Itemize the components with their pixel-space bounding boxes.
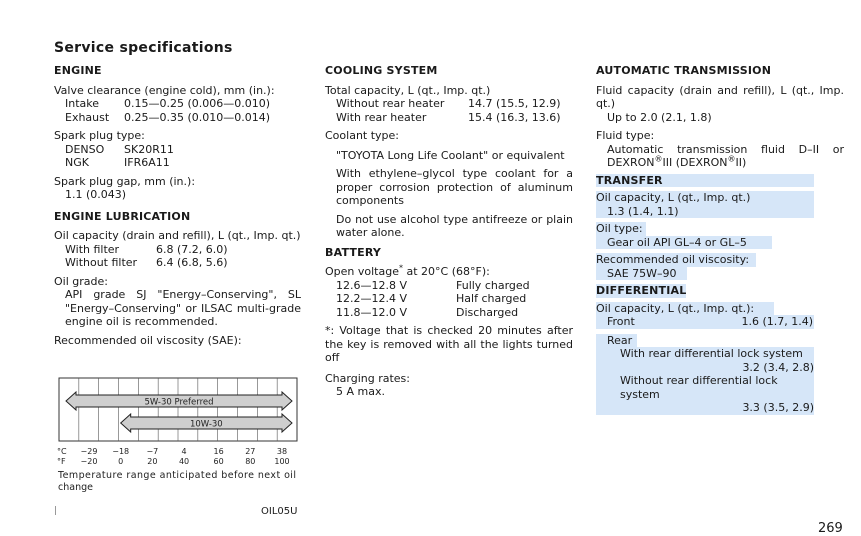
with-filter-row [54,243,301,257]
without-heater-label: Without rear heater [336,97,445,110]
celsius-tick-label: 4 [181,447,187,456]
viscosity-range-label: 5W-30 Preferred [144,397,214,408]
fahrenheit-axis-label: °F [57,457,66,466]
voltage-state-2: Half charged [456,292,527,305]
ngk-label: NGK [65,156,89,169]
with-filter-label: With filter [65,242,120,256]
chart-caption-line-1: Temperature range anticipated before next oil [58,470,296,481]
recommended-viscosity-label: Recommended oil viscosity (SAE): [54,333,242,347]
with-heater-row [325,111,573,125]
at-fluid-type-value [596,143,844,170]
at-fluid-capacity-label: Fluid capacity (drain and refill), L (qt., Imp. qt.) [596,83,844,110]
voltage-value-2: 12.2—12.4 V [336,292,408,305]
voltage-row-1 [325,279,573,293]
valve-clearance-label: Valve clearance (engine cold), mm (in.): [54,83,275,97]
front-row [596,315,814,329]
transfer-heading: TRANSFER [596,174,814,188]
denso-value: SK20R11 [124,142,174,156]
coolant-type-label: Coolant type: [325,129,399,142]
front-label: Front [607,315,635,328]
page-title: Service specifications [54,40,233,56]
rear-label: Rear [596,334,637,348]
oil-grade-label: Oil grade: [54,274,108,288]
without-filter-label: Without filter [65,256,138,269]
at-fluid-type-c: II) [735,156,747,169]
coolant-item-2: With ethylene–glycol type coolant for a proper corrosion protection of aluminum components [336,167,573,207]
fahrenheit-tick-label: −20 [80,457,98,466]
ngk-row [54,156,301,170]
diff-capacity-label: Oil capacity, L (qt., Imp. qt.): [596,302,774,316]
front-value: 1.6 (1.7, 1.4) [741,315,814,328]
without-lock-label: Without rear differential lock system [596,374,814,401]
with-heater-value: 15.4 (16.3, 13.6) [468,110,561,124]
charging-rates-value: 5 A max. [336,385,385,398]
denso-label: DENSO [65,142,105,156]
cooling-heading: COOLING SYSTEM [325,64,438,77]
open-voltage-label [325,265,573,279]
with-heater-label: With rear heater [336,110,427,124]
registered-mark-2: ® [727,154,736,164]
at-fluid-type-a: Automatic transmission fluid D–II or DEXRON [607,142,844,169]
with-lock-label: With rear differential lock system [596,347,814,361]
voltage-value-3: 11.8—12.0 V [336,305,408,319]
oil-type-value: Gear oil API GL–4 or GL–5 [596,236,772,250]
open-voltage-text: Open voltage [325,265,399,278]
oil-type-label: Oil type: [596,222,646,236]
voltage-note: *: Voltage that is checked 20 minutes after the key is removed with all the lights turned off [325,324,573,364]
celsius-tick-label: 16 [213,447,224,456]
total-capacity-label: Total capacity, L (qt., Imp. qt.) [325,83,491,97]
without-heater-value: 14.7 (15.5, 12.9) [468,97,561,110]
voltage-value-1: 12.6—12.8 V [336,278,408,292]
oil-grade-text: API grade SJ "Energy–Conserving", SL "Energy–Conserving" or ILSAC multi-grade engine oil is recommended. [65,288,301,328]
figure-code: OIL05U [261,506,298,517]
without-filter-value: 6.4 (6.8, 5.6) [156,256,228,269]
voltage-state-3: Discharged [456,305,519,319]
celsius-tick-label: −29 [80,447,98,456]
with-filter-value: 6.8 (7.2, 6.0) [156,242,228,256]
rec-viscosity-value: SAE 75W–90 [596,267,687,281]
spark-plug-gap-label: Spark plug gap, mm (in.): [54,174,196,188]
fahrenheit-tick-label: 80 [245,457,256,466]
figure-separator [55,506,56,515]
at-fluid-type-b: III (DEXRON [662,156,728,169]
chart-ticks [57,447,296,493]
chart-caption-line-2: change [58,482,93,493]
engine-column [54,64,301,347]
intake-value: 0.15—0.25 (0.006—0.010) [124,97,271,110]
differential-heading: DIFFERENTIAL [596,284,687,297]
fahrenheit-tick-label: 100 [274,457,290,466]
intake-label: Intake [65,97,100,110]
transfer-capacity-label: Oil capacity, L (qt., Imp. qt.) [596,191,814,205]
transfer-capacity-value: 1.3 (1.4, 1.1) [596,205,814,219]
spark-plug-gap-value: 1.1 (0.043) [65,188,127,201]
without-lock-value: 3.3 (3.5, 2.9) [596,401,814,415]
celsius-axis-label: °C [57,447,67,456]
engine-heading: ENGINE [54,64,102,77]
at-fluid-type-label: Fluid type: [596,129,655,142]
transmission-column [596,64,844,415]
exhaust-row [54,111,301,125]
without-filter-row [54,256,301,270]
intake-row [54,97,301,111]
rec-viscosity-label: Recommended oil viscosity: [596,253,756,267]
oil-capacity-label: Oil capacity (drain and refill), L (qt., Imp. qt.) [54,229,301,242]
fahrenheit-tick-label: 0 [118,457,124,466]
celsius-tick-label: 38 [276,447,288,456]
voltage-state-1: Fully charged [456,278,530,292]
cooling-column [325,64,573,399]
exhaust-value: 0.25—0.35 (0.010—0.014) [124,110,271,124]
fahrenheit-tick-label: 20 [147,457,158,466]
ngk-value: IFR6A11 [124,156,170,169]
charging-rates-label: Charging rates: [325,371,410,385]
at-heading: AUTOMATIC TRANSMISSION [596,64,772,77]
celsius-tick-label: −18 [112,447,130,456]
with-lock-value: 3.2 (3.4, 2.8) [596,361,814,375]
without-heater-row [325,97,573,111]
exhaust-label: Exhaust [65,110,110,124]
denso-row [54,143,301,157]
fahrenheit-tick-label: 60 [213,457,224,466]
viscosity-chart [57,377,299,497]
battery-heading: BATTERY [325,245,382,259]
fahrenheit-tick-label: 40 [178,457,190,466]
coolant-item-3: Do not use alcohol type antifreeze or plain water alone. [336,212,573,239]
open-voltage-asterisk: * [398,263,403,273]
page-number: 269 [818,521,843,536]
open-voltage-rest: at 20°C (68°F): [402,265,490,278]
registered-mark-1: ® [654,154,663,164]
voltage-row-3 [325,306,573,320]
at-fluid-capacity-value: Up to 2.0 (2.1, 1.8) [607,110,712,124]
celsius-tick-label: −7 [146,447,159,456]
celsius-tick-label: 27 [245,447,256,456]
chart-grid [59,378,297,441]
spark-plug-type-label: Spark plug type: [54,129,145,142]
coolant-item-1: "TOYOTA Long Life Coolant" or equivalent [336,148,565,162]
voltage-row-2 [325,292,573,306]
viscosity-range-label: 10W-30 [189,419,223,430]
lubrication-heading: ENGINE LUBRICATION [54,209,191,223]
